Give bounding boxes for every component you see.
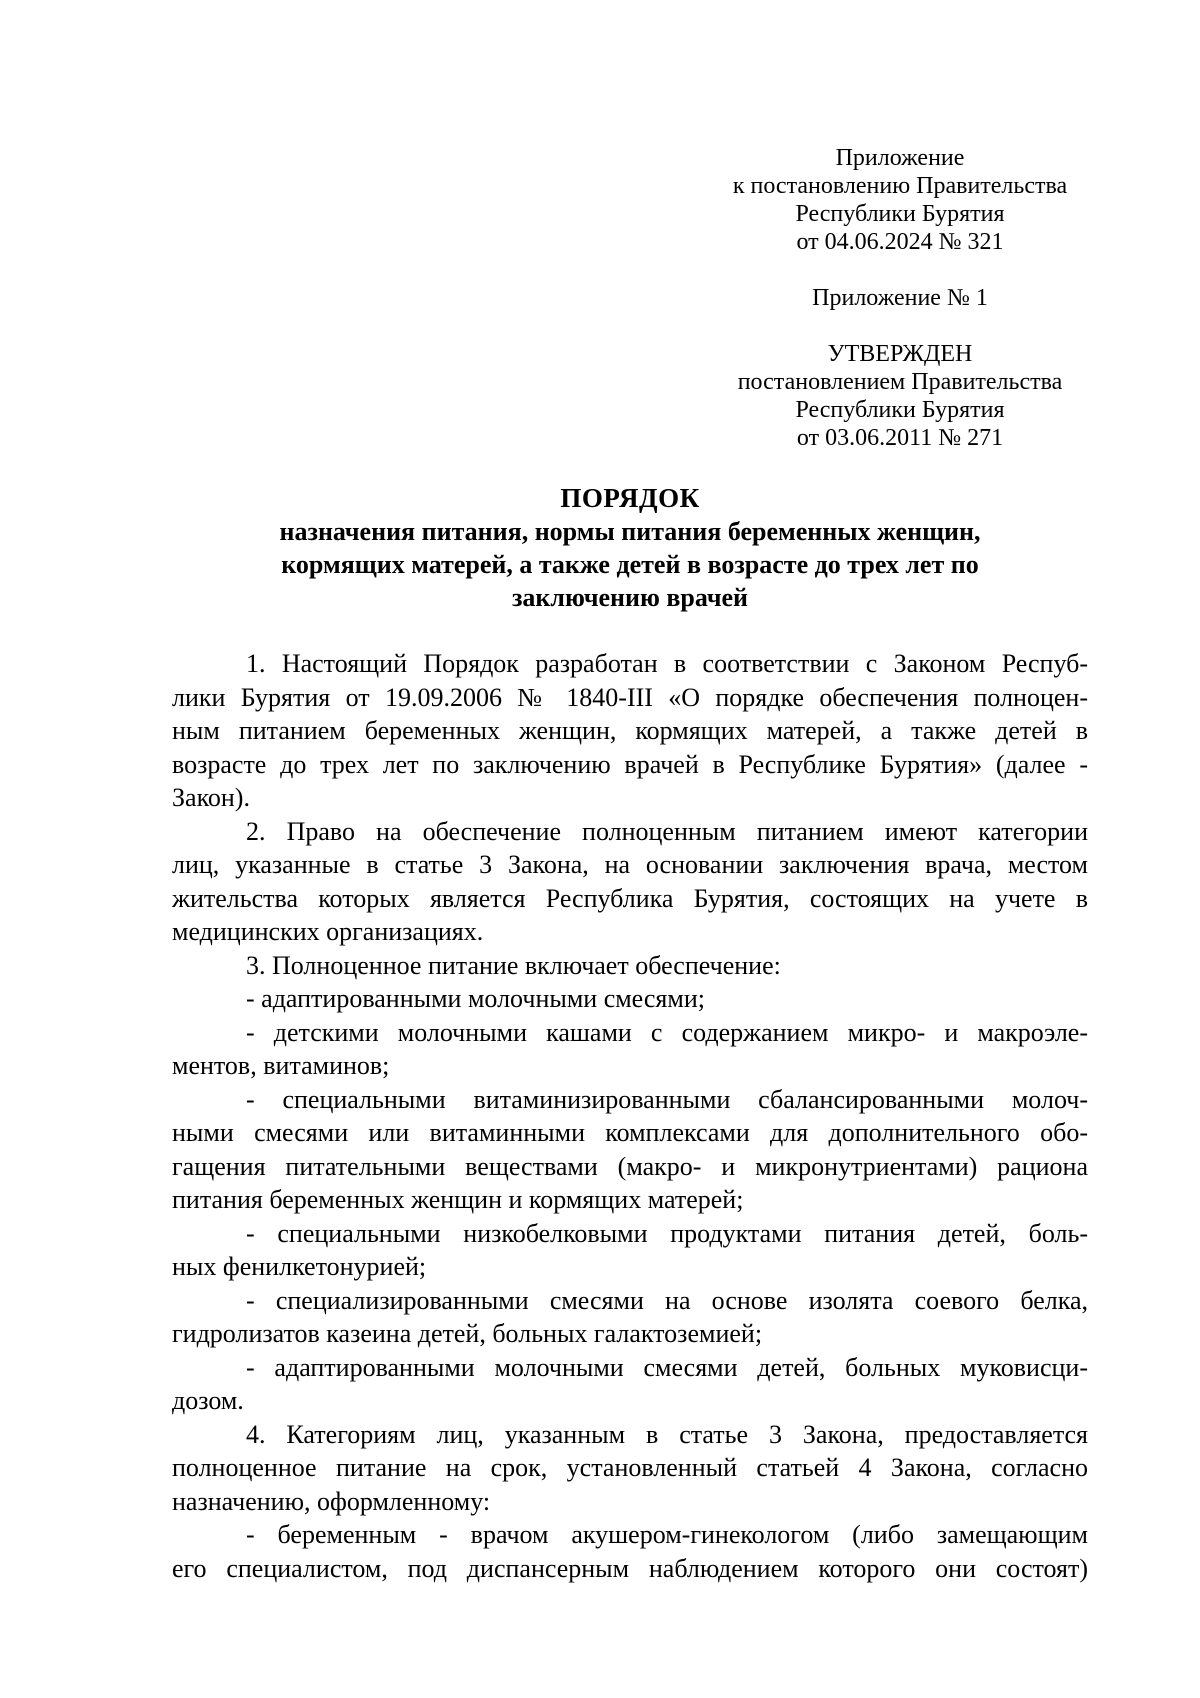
attachment-line: Республики Бурятия bbox=[795, 201, 1005, 227]
attachment-line: к постановлению Правительства bbox=[732, 173, 1068, 199]
body-line: его специалистом, под диспансерным наблюдением которого они состоят) bbox=[172, 1553, 1088, 1583]
approved-line: от 03.06.2011 № 271 bbox=[796, 425, 1004, 451]
body-line: ным питанием беременных женщин, кормящих матерей, а также детей в bbox=[172, 716, 1088, 745]
attachment-line: Приложение bbox=[835, 145, 965, 171]
body-line: - беременным - врачом акушером-гинекологом (либо замещающим bbox=[246, 1520, 1088, 1549]
body-line: жительства которых является Республика Бурятия, состоящих на учете в bbox=[172, 883, 1088, 913]
document-title bbox=[170, 482, 1090, 614]
title-line: назначения питания, нормы питания беременных женщин, bbox=[279, 517, 981, 546]
body-line: - детскими молочными кашами с содержанием микро- и макроэле- bbox=[246, 1017, 1088, 1047]
title-main: ПОРЯДОК bbox=[560, 483, 700, 513]
attachment-header bbox=[720, 144, 1080, 256]
body-line: полноценное питание на срок, установленный статьей 4 Закона, согласно bbox=[172, 1453, 1088, 1482]
body-line: ных фенилкетонурией; bbox=[172, 1252, 427, 1281]
body-line: - специализированными смесями на основе изолята соевого белка, bbox=[246, 1285, 1088, 1315]
body-line: возрасте до трех лет по заключению врачей в Республике Бурятия» (далее - bbox=[172, 749, 1088, 779]
title-line: кормящих матерей, а также детей в возрасте до трех лет по bbox=[281, 550, 979, 579]
body-line: гидролизатов казеина детей, больных галактоземией; bbox=[172, 1319, 763, 1348]
body-line: - специальными витаминизированными сбалансированными молоч- bbox=[246, 1084, 1088, 1114]
body-line: - адаптированными молочными смесями; bbox=[246, 984, 705, 1013]
body-line: 3. Полноценное питание включает обеспечение: bbox=[246, 950, 781, 980]
approved-line: УТВЕРЖДЕН bbox=[827, 341, 973, 367]
body-line: питания беременных женщин и кормящих матерей; bbox=[172, 1185, 744, 1214]
body-line: ментов, витаминов; bbox=[172, 1051, 390, 1080]
approved-line: постановлением Правительства bbox=[737, 369, 1063, 395]
body-line: Закон). bbox=[172, 783, 250, 812]
body-line: назначению, оформленному: bbox=[172, 1486, 491, 1516]
body-line: ными смесями или витаминными комплексами для дополнительного обо- bbox=[172, 1118, 1088, 1147]
body-line: лиц, указанные в статье 3 Закона, на основании заключения врача, местом bbox=[172, 850, 1088, 879]
appendix-number-text: Приложение № 1 bbox=[812, 285, 988, 311]
body-line: лики Бурятия от 19.09.2006 № 1840-III «О порядке обеспечения полноцен- bbox=[172, 682, 1088, 712]
approved-header bbox=[720, 340, 1080, 452]
title-line: заключению врачей bbox=[511, 583, 749, 612]
body-line: 4. Категориям лиц, указанным в статье 3 Закона, предоставляется bbox=[246, 1419, 1088, 1449]
approved-line: Республики Бурятия bbox=[795, 397, 1005, 423]
body-line: - специальными низкобелковыми продуктами питания детей, боль- bbox=[246, 1218, 1088, 1248]
appendix-number bbox=[720, 284, 1080, 312]
body-line: дозом. bbox=[172, 1386, 244, 1415]
body-line: - адаптированными молочными смесями детей, больных муковисци- bbox=[246, 1352, 1088, 1382]
body-line: 2. Право на обеспечение полноценным питанием имеют категории bbox=[246, 816, 1088, 846]
body-line: 1. Настоящий Порядок разработан в соответствии с Законом Респуб- bbox=[246, 649, 1088, 678]
document-body bbox=[172, 647, 1088, 1585]
attachment-line: от 04.06.2024 № 321 bbox=[796, 229, 1004, 255]
body-line: медицинских организациях. bbox=[172, 917, 484, 946]
body-line: гащения питательными веществами (макро- и микронутриентами) рациона bbox=[172, 1151, 1088, 1181]
